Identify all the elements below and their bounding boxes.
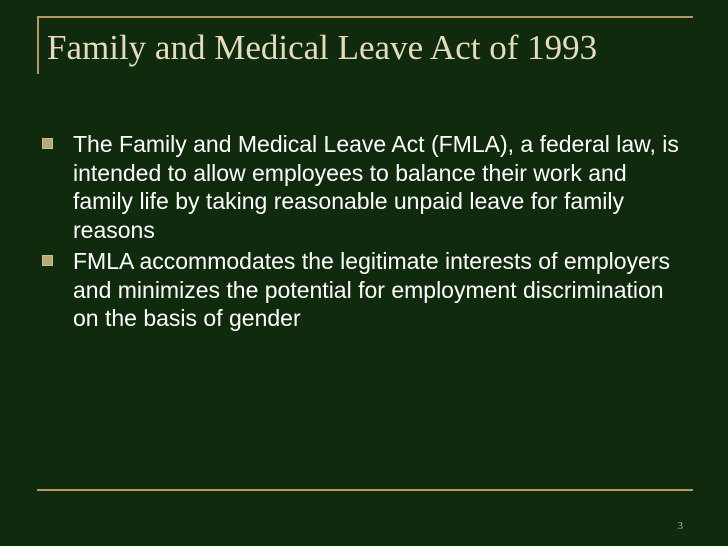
square-bullet-icon — [42, 138, 53, 149]
bullet-item — [40, 247, 680, 333]
slide-number: 3 — [677, 520, 683, 532]
title-left-rule — [37, 16, 39, 74]
footer-rule — [37, 489, 693, 491]
bullet-list — [40, 130, 680, 336]
title-top-rule — [37, 16, 693, 18]
bullet-item — [40, 130, 680, 244]
slide-title: Family and Medical Leave Act of 1993 — [47, 28, 598, 67]
bullet-text: FMLA accommodates the legitimate interests of employers and minimizes the potential for employment discrimination on the basis of gender — [73, 248, 670, 331]
bullet-text: The Family and Medical Leave Act (FMLA), a federal law, is intended to allow employees to balance their work and family life by taking reasonable unpaid leave for family reasons — [73, 131, 679, 243]
square-bullet-icon — [42, 255, 53, 266]
